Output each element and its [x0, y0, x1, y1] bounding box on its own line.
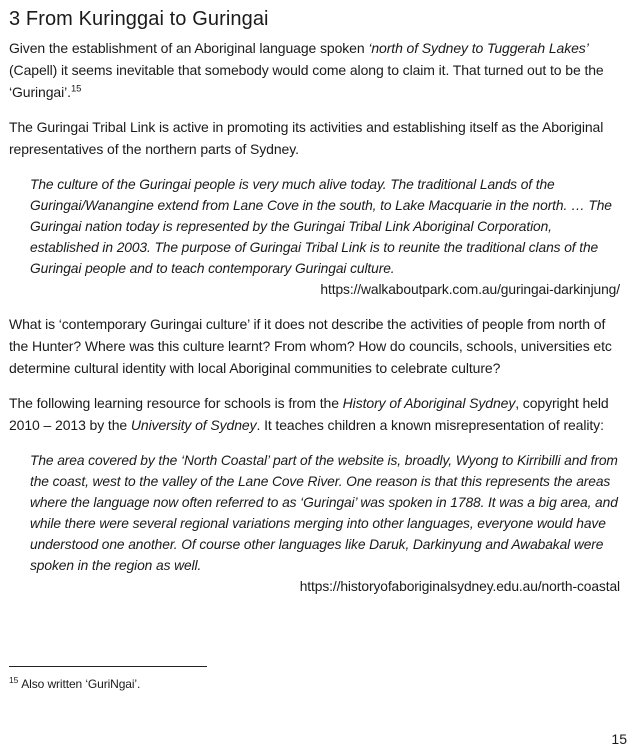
footnote-section — [9, 662, 620, 722]
paragraph-learning-resource — [9, 392, 620, 436]
footnote-15-marker: 15 — [9, 675, 19, 685]
page-body — [9, 0, 620, 597]
blockquote-north-coastal — [30, 450, 620, 597]
paragraph-questions: What is ‘contemporary Guringai culture’ if it does not describe the activities of people from north of the Hunter? Where was this culture learnt? From whom? How do councils, schools, universities etc determine cultural identity with local Aboriginal communities to celebrate culture? — [9, 316, 612, 376]
paragraph-intro — [9, 37, 620, 103]
quoted-phrase-capell: ‘north of Sydney to Tuggerah Lakes’ — [368, 40, 589, 56]
blockquote-walkaboutpark-text: The culture of the Guringai people is very much alive today. The traditional Lands of the Guringai/Wanangine extend from Lane Cove in the south, to Lake Macquarie in the north. … The Guringai nation today is represented by the Guringai Tribal Link Aboriginal Corporation, established in 2003. The purpose of Guringai Tribal Link is to reunite the traditional clans of the Guringai people and to teach contemporary Guringai culture. — [30, 177, 612, 276]
title-history-of-aboriginal-sydney: History of Aboriginal Sydney — [342, 395, 516, 411]
footnote-15 — [9, 676, 620, 692]
quote-source-url-walkaboutpark[interactable]: https://walkaboutpark.com.au/guringai-darkinjung/ — [320, 282, 620, 297]
blockquote-walkaboutpark — [30, 174, 620, 300]
footnote-reference-15: 15 — [70, 83, 82, 95]
paragraph-intro-text: Given the establishment of an Aboriginal language spoken — [9, 40, 369, 56]
page-number: 15 — [611, 731, 627, 747]
paragraph-tribal-link: The Guringai Tribal Link is active in promoting its activities and establishing itself as the Aboriginal representatives of the northern parts of Sydney. — [9, 119, 604, 157]
footnote-divider — [9, 666, 207, 667]
section-heading: 3 From Kuringgai to Guringai — [9, 8, 269, 30]
title-university-of-sydney: University of Sydney — [130, 417, 257, 433]
paragraph-learning-resource-text-cont: , copyright held 2010 – 2013 by the — [9, 395, 609, 433]
quote-source-url-history-sydney[interactable]: https://historyofaboriginalsydney.edu.au/north-coastal — [299, 579, 620, 594]
footnote-15-text: Also written ‘GuriNgai’. — [21, 677, 141, 691]
paragraph-intro-text-cont: (Capell) it seems inevitable that somebody would come along to claim it. That turned out to be the ‘Guringai’. — [9, 62, 604, 100]
paragraph-learning-resource-text-end: . It teaches children a known misrepresentation of reality: — [256, 417, 604, 433]
paragraph-learning-resource-text: The following learning resource for schools is from the — [9, 395, 343, 411]
blockquote-north-coastal-text: The area covered by the ‘North Coastal’ part of the website is, broadly, Wyong to Kirribilli and from the coast, west to the valley of the Lane Cove River. One reason is that this represents the areas where the language now often referred to as ‘Guringai’ was spoken in 1788. It was a big area, and while there were several regional variations merging into other languages, everyone would have understood one another. Of course other languages like Daruk, Darkinyung and Awabakal were spoken in the region as well. — [30, 453, 618, 573]
